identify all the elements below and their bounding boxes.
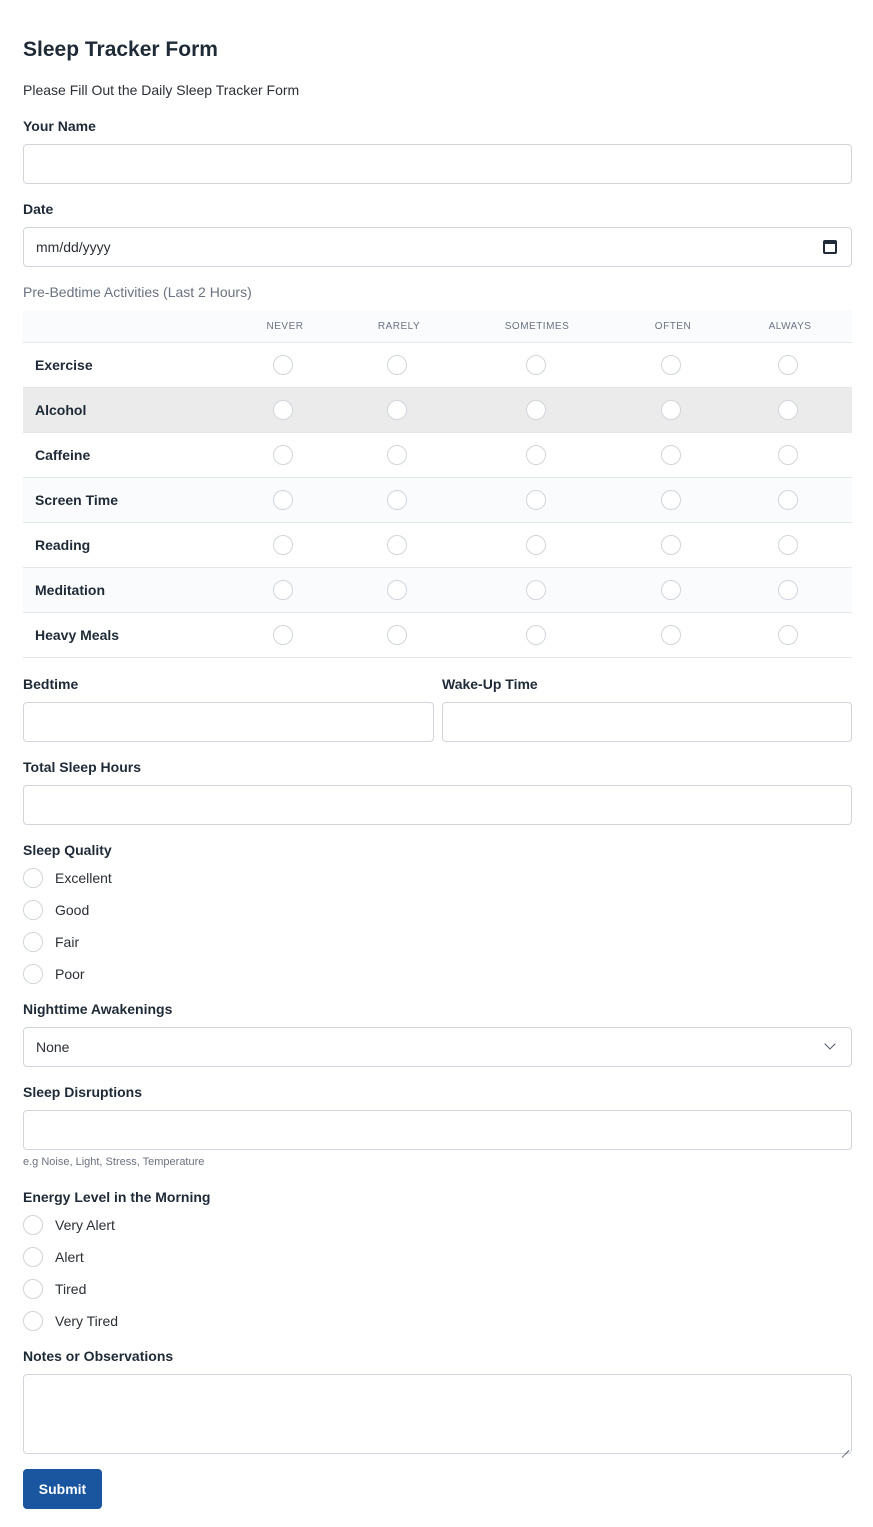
matrix-radio[interactable] [661,535,681,555]
matrix-radio[interactable] [526,580,546,600]
energy-option-label: Very Alert [55,1217,115,1233]
matrix-col-rarely: RARELY [377,321,421,332]
matrix-radio[interactable] [526,355,546,375]
matrix-radio[interactable] [387,445,407,465]
bedtime-input[interactable] [23,702,434,742]
matrix-radio[interactable] [387,535,407,555]
awakenings-label: Nighttime Awakenings [23,1001,173,1017]
energy-option-label: Tired [55,1281,87,1297]
matrix-radio[interactable] [778,400,798,420]
matrix-radio[interactable] [273,625,293,645]
calendar-icon[interactable] [823,240,837,254]
date-input[interactable] [23,227,852,267]
matrix-radio[interactable] [661,400,681,420]
matrix-radio[interactable] [778,625,798,645]
matrix-radio[interactable] [778,490,798,510]
resize-handle-icon[interactable] [841,1443,849,1451]
sleep-quality-option-label: Excellent [55,870,112,886]
form-subtitle: Please Fill Out the Daily Sleep Tracker Form [23,82,300,98]
matrix-radio[interactable] [526,445,546,465]
disruptions-helper: e.g Noise, Light, Stress, Temperature [23,1156,205,1168]
sleep-quality-radio-poor[interactable] [23,964,43,984]
notes-label: Notes or Observations [23,1348,174,1364]
matrix-radio[interactable] [273,355,293,375]
energy-radio-alert[interactable] [23,1247,43,1267]
matrix-radio[interactable] [526,535,546,555]
sleep-quality-radio-excellent[interactable] [23,868,43,888]
matrix-row-meditation [23,568,852,613]
matrix-radio[interactable] [273,535,293,555]
matrix-row-label: Screen Time [35,492,119,508]
sleep-quality-radio-fair[interactable] [23,932,43,952]
matrix-col-never: NEVER [266,321,304,332]
matrix-radio[interactable] [661,445,681,465]
total-sleep-label: Total Sleep Hours [23,759,141,775]
matrix-radio[interactable] [661,625,681,645]
matrix-radio[interactable] [778,580,798,600]
matrix-radio[interactable] [387,625,407,645]
sleep-quality-option-label: Fair [55,934,80,950]
matrix-radio[interactable] [387,400,407,420]
matrix-radio[interactable] [387,355,407,375]
matrix-row-label: Caffeine [35,447,91,463]
wakeup-input[interactable] [442,702,852,742]
matrix-radio[interactable] [387,580,407,600]
notes-textarea[interactable] [23,1374,852,1454]
chevron-down-icon [824,1038,835,1049]
matrix-radio[interactable] [273,400,293,420]
matrix-col-often: OFTEN [654,321,692,332]
matrix-row-caffeine [23,433,852,478]
matrix-row-label: Exercise [35,357,93,373]
sleep-quality-radio-good[interactable] [23,900,43,920]
matrix-row-reading [23,523,852,568]
activities-label: Pre-Bedtime Activities (Last 2 Hours) [23,284,252,300]
matrix-radio[interactable] [526,625,546,645]
date-placeholder: mm/dd/yyyy [36,239,111,255]
energy-option-label: Alert [55,1249,84,1265]
matrix-row-alcohol [23,388,852,433]
total-sleep-input[interactable] [23,785,852,825]
matrix-row-label: Reading [35,537,91,553]
matrix-header [23,310,852,343]
matrix-row-exercise [23,343,852,388]
matrix-radio[interactable] [273,580,293,600]
matrix-row-heavy-meals [23,613,852,658]
sleep-quality-option-label: Good [55,902,90,918]
matrix-row-label: Meditation [35,582,105,598]
disruptions-label: Sleep Disruptions [23,1084,143,1100]
matrix-col-always: ALWAYS [768,321,812,332]
matrix-row-label: Alcohol [35,402,87,418]
matrix-radio[interactable] [778,535,798,555]
matrix-row-label: Heavy Meals [35,627,120,643]
matrix-radio[interactable] [387,490,407,510]
disruptions-input[interactable] [23,1110,852,1150]
matrix-row-screen-time [23,478,852,523]
awakenings-selected: None [36,1039,70,1055]
matrix-radio[interactable] [526,400,546,420]
energy-label: Energy Level in the Morning [23,1189,211,1205]
energy-option-label: Very Tired [55,1313,119,1329]
sleep-quality-option-label: Poor [55,966,85,982]
matrix-radio[interactable] [778,355,798,375]
submit-button[interactable]: Submit [23,1469,102,1509]
energy-radio-very-alert[interactable] [23,1215,43,1235]
form-title: Sleep Tracker Form [23,38,218,61]
matrix-radio[interactable] [273,445,293,465]
matrix-radio[interactable] [661,580,681,600]
matrix-radio[interactable] [661,355,681,375]
energy-radio-tired[interactable] [23,1279,43,1299]
matrix-radio[interactable] [273,490,293,510]
name-input[interactable] [23,144,852,184]
matrix-col-sometimes: SOMETIMES [504,321,570,332]
sleep-quality-label: Sleep Quality [23,842,112,858]
wakeup-label: Wake-Up Time [442,676,538,692]
name-label: Your Name [23,118,96,134]
energy-radio-very-tired[interactable] [23,1311,43,1331]
matrix-radio[interactable] [526,490,546,510]
matrix-radio[interactable] [778,445,798,465]
bedtime-label: Bedtime [23,676,79,692]
date-label: Date [23,201,54,217]
matrix-radio[interactable] [661,490,681,510]
awakenings-select[interactable] [23,1027,852,1067]
